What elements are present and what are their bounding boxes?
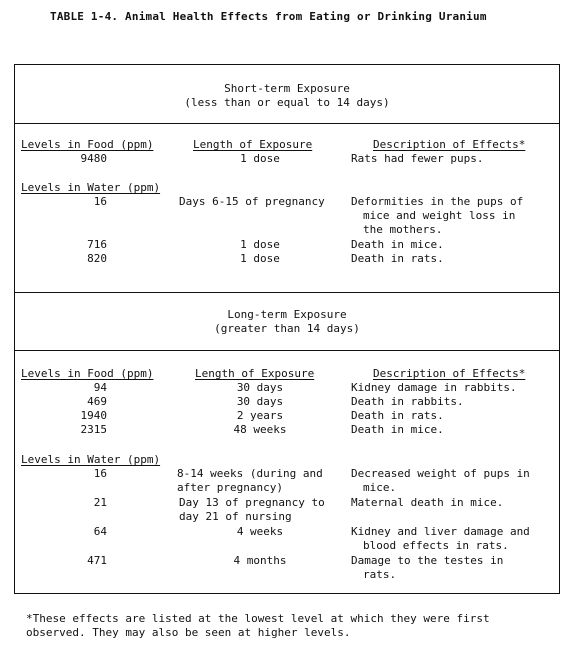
table-cell-level: 469 <box>87 395 107 408</box>
table-cell-length: 4 months <box>233 554 287 567</box>
table-cell-effect: mice and weight loss in <box>363 209 516 222</box>
column-header-food-levels: Levels in Food (ppm) <box>21 138 154 151</box>
divider <box>15 292 559 293</box>
water-levels-label: Levels in Water (ppm) <box>21 181 161 194</box>
table-cell-level: 471 <box>87 554 107 567</box>
divider <box>15 350 559 351</box>
table-cell-length: Days 6-15 of pregnancy <box>179 195 325 208</box>
table-cell-level: 1940 <box>80 409 107 422</box>
table-cell-level: 16 <box>93 195 107 208</box>
table-cell-level: 64 <box>93 525 107 538</box>
table-cell-length: 48 weeks <box>233 423 287 436</box>
water-levels-label: Levels in Water (ppm) <box>21 453 161 466</box>
effects-table <box>14 64 560 594</box>
table-cell-level: 716 <box>87 238 107 251</box>
table-cell-effect: the mothers. <box>363 223 443 236</box>
table-cell-effect: Maternal death in mice. <box>351 496 504 509</box>
table-cell-effect: Kidney and liver damage and <box>351 525 530 538</box>
column-header-length: Length of Exposure <box>195 367 315 380</box>
table-cell-length: 1 dose <box>240 238 280 251</box>
table-cell-length: day 21 of nursing <box>179 510 292 523</box>
table-cell-effect: Death in mice. <box>351 238 444 251</box>
column-header-food-levels: Levels in Food (ppm) <box>21 367 154 380</box>
table-cell-effect: rats. <box>363 568 397 581</box>
table-cell-length: after pregnancy) <box>177 481 283 494</box>
table-cell-effect: Death in rats. <box>351 252 444 265</box>
table-cell-level: 9480 <box>80 152 107 165</box>
column-header-length: Length of Exposure <box>193 138 313 151</box>
table-cell-effect: Kidney damage in rabbits. <box>351 381 517 394</box>
table-cell-length: Day 13 of pregnancy to <box>179 496 325 509</box>
table-cell-level: 2315 <box>80 423 107 436</box>
table-cell-effect: Deformities in the pups of <box>351 195 524 208</box>
table-cell-level: 94 <box>93 381 107 394</box>
divider <box>15 123 559 124</box>
table-cell-length: 4 weeks <box>236 525 284 538</box>
table-cell-level: 820 <box>87 252 107 265</box>
table-cell-effect: mice. <box>363 481 397 494</box>
table-cell-effect: Death in rabbits. <box>351 395 464 408</box>
table-cell-level: 21 <box>93 496 107 509</box>
table-title: TABLE 1-4. Animal Health Effects from Eating or Drinking Uranium <box>50 10 487 23</box>
table-cell-length: 8-14 weeks (during and <box>177 467 323 480</box>
table-cell-length: 2 years <box>236 409 284 422</box>
table-cell-effect: Death in mice. <box>351 423 444 436</box>
column-header-description: Description of Effects* <box>373 367 526 380</box>
table-cell-effect: Rats had fewer pups. <box>351 152 484 165</box>
column-header-description: Description of Effects* <box>373 138 526 151</box>
short-term-subheading: (less than or equal to 14 days) <box>184 96 390 109</box>
short-term-heading: Short-term Exposure <box>224 82 350 95</box>
footnote: *These effects are listed at the lowest level at which they were first observed. They may also be seen at higher levels. <box>26 612 490 639</box>
table-cell-effect: Death in rats. <box>351 409 444 422</box>
long-term-heading: Long-term Exposure <box>227 308 347 321</box>
table-cell-length: 30 days <box>236 381 284 394</box>
table-cell-length: 30 days <box>236 395 284 408</box>
table-cell-effect: Decreased weight of pups in <box>351 467 530 480</box>
table-cell-level: 16 <box>93 467 107 480</box>
table-cell-length: 1 dose <box>240 152 280 165</box>
table-cell-effect: blood effects in rats. <box>363 539 509 552</box>
long-term-subheading: (greater than 14 days) <box>214 322 360 335</box>
table-cell-length: 1 dose <box>240 252 280 265</box>
table-cell-effect: Damage to the testes in <box>351 554 504 567</box>
